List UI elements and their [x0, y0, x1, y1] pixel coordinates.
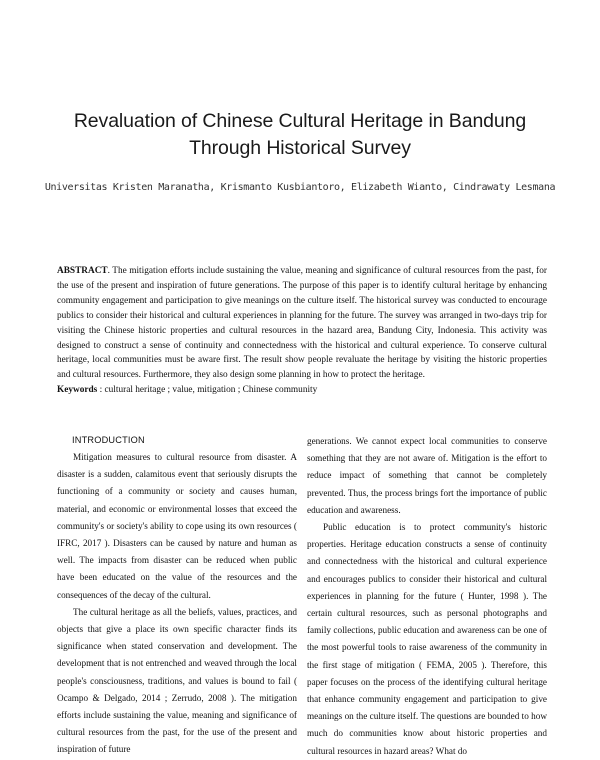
body-paragraph: generations. We cannot expect local communities to conserve something that they are not aware of. Mitigation is the effort to reduce impact of something that cannot be completely prevented. Thus, the process brings fort the importance of public education and awareness. — [307, 436, 547, 515]
author-list: Universitas Kristen Maranatha, Krismanto Kusbiantoro, Elizabeth Wianto, Cindrawaty Lesmana — [44, 182, 556, 193]
right-column — [307, 433, 547, 760]
left-column — [57, 433, 297, 759]
body-paragraph: Public education is to protect community's historic properties. Heritage education constructs a sense of continuity and connectedness with the historical and cultural experience and encourages publics to consider their historical and cultural experiences in planning for the future ( Hunter, 1998 ). The certain cultural resources, such as personal photographs and family collections, public education and awareness can be one of the most powerful tools to raise awareness of the community in the first stage of mitigation ( FEMA, 2005 ). Therefore, this paper focuses on the process of the identifying cultural heritage that enhance community engagement and participation to give meanings on the culture itself. The questions are bounded to how much do communities know about historic properties and cultural resources in hazard areas? What do — [307, 522, 547, 756]
keywords-text: : cultural heritage ; value, mitigation ; Chinese community — [99, 385, 318, 395]
body-paragraph: The cultural heritage as all the beliefs, values, practices, and objects that give a place its own specific character finds its significance when stated conservation and development. The development that is not entrenched and weaved through the local people's consciousness, traditions, and values is bound to fail ( Ocampo & Delgado, 2014 ; Zerrudo, 2008 ). The mitigation efforts include sustaining the value, meaning and significance of cultural resources from the past, for the use of the present and inspiration of future — [57, 606, 297, 755]
keywords-label: Keywords — [57, 385, 98, 395]
abstract-label: ABSTRACT — [57, 266, 108, 276]
body-paragraph: Mitigation measures to cultural resource from disaster. A disaster is a sudden, calamitous event that seriously disrupts the functioning of a community or society and causes human, material, and economic or environmental losses that exceed the community's or society's ability to cope using its own resources ( IFRC, 2017 ). Disasters can be caused by nature and human as well. The impacts from disaster can be reduced when public have been educated on the value of the resources and the consequences of the decay of the cultural. — [57, 452, 297, 600]
abstract — [57, 264, 547, 383]
abstract-text: . The mitigation efforts include sustaining the value, meaning and significance of cultural resources from the past, for the use of the present and inspiration of future generations. The purpose of this paper is to identify cultural heritage by enhancing community engagement and participation to give meanings on the culture itself. The historical survey was conducted to encourage publics to consider their historical and cultural experiences in planning for the future. The survey was arranged in two-days trip for visiting the Chinese historic properties and cultural resources in the hazard area, Bandung City, Indonesia. This activity was designed to construct a sense of continuity and connectedness with the historical and cultural experience. To conserve cultural heritage, local communities must be aware first. The result show people revaluate the heritage by visiting the historic properties and cultural resources. Furthermore, they also design some planning in how to protect the heritage. — [57, 266, 547, 381]
section-heading-introduction: INTRODUCTION — [72, 435, 145, 445]
paper-title: Revaluation of Chinese Cultural Heritage in Bandung Through Historical Survey — [73, 110, 527, 159]
keywords — [57, 383, 547, 397]
